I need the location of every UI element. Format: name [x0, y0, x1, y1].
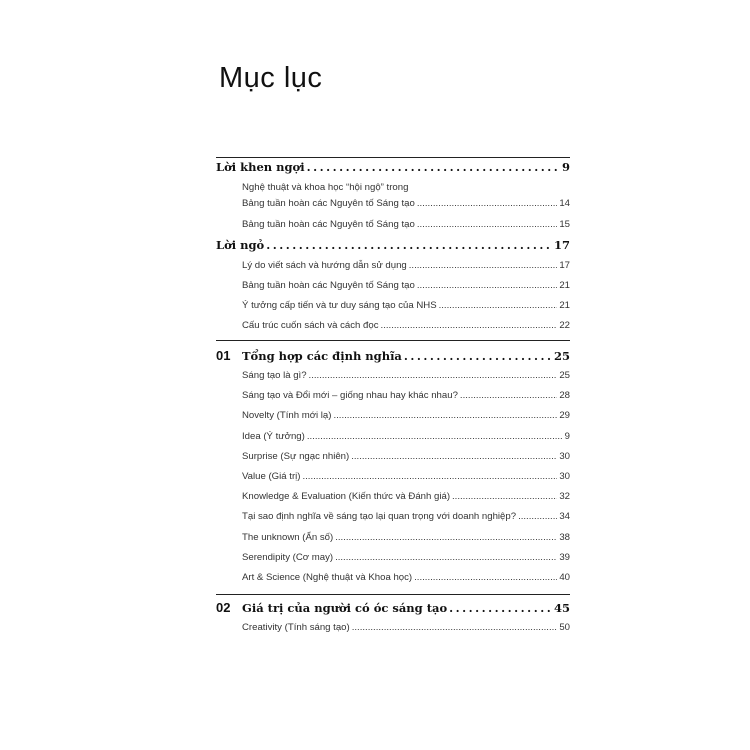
dot-leader — [518, 511, 557, 522]
dot-leader — [417, 280, 558, 291]
toc-entry[interactable]: Lý do viết sách và hướng dẫn sử dụng ..... 17 — [242, 260, 570, 271]
toc-entry[interactable]: The unknown (Ẩn số) ..... 38 — [242, 532, 570, 543]
dot-leader — [449, 601, 552, 615]
dot-leader — [439, 300, 558, 311]
toc-entry[interactable]: Value (Giá trị) ..... 30 — [242, 471, 570, 482]
toc-entry[interactable]: Bảng tuần hoàn các Nguyên tố Sáng tạo ..... 21 — [242, 280, 570, 291]
divider — [216, 594, 570, 595]
dot-leader — [409, 260, 558, 271]
toc-entry[interactable]: Sáng tạo là gì? ..... 25 — [242, 370, 570, 381]
toc-entry[interactable]: Novelty (Tính mới lạ) ..... 29 — [242, 410, 570, 421]
toc-entry[interactable]: Tại sao định nghĩa về sáng tạo lại quan trọng với doanh nghiệp? ..... 34 — [242, 511, 570, 522]
dot-leader — [307, 160, 560, 174]
divider — [216, 157, 570, 158]
dot-leader — [381, 320, 558, 331]
dot-leader — [404, 349, 552, 363]
toc-entry[interactable]: Art & Science (Nghệ thuật và Khoa học) ..... 40 — [242, 572, 570, 583]
toc-entry[interactable]: Idea (Ý tưởng) ..... 9 — [242, 431, 570, 442]
toc-entry[interactable]: Knowledge & Evaluation (Kiến thức và Đánh giá) ..... 32 — [242, 491, 570, 502]
dot-leader — [307, 431, 563, 442]
page-title: Mục lục — [219, 62, 323, 94]
toc-entry[interactable]: Bảng tuần hoàn các Nguyên tố Sáng tạo ..... 14 — [242, 198, 570, 209]
dot-leader — [352, 622, 558, 633]
toc-entry-loi-khen-ngoi[interactable]: Lời khen ngợi ..... 9 — [216, 160, 570, 174]
toc-entry[interactable]: Ý tưởng cấp tiến và tư duy sáng tạo của NHS ..... 21 — [242, 300, 570, 311]
dot-leader — [452, 491, 557, 502]
toc-entry-loi-ngo[interactable]: Lời ngỏ ..... 17 — [216, 238, 570, 252]
dot-leader — [351, 451, 557, 462]
dot-leader — [266, 238, 552, 252]
toc-entry-line: Nghệ thuật và khoa học “hội ngộ” trong — [242, 182, 409, 193]
toc-entry[interactable]: Bảng tuần hoàn các Nguyên tố Sáng tạo ..... 15 — [242, 219, 570, 230]
dot-leader — [414, 572, 557, 583]
chapter-heading[interactable]: 01 Tổng hợp các định nghĩa ..... 25 — [216, 348, 570, 363]
dot-leader — [302, 471, 557, 482]
toc-entry[interactable]: Cấu trúc cuốn sách và cách đọc ..... 22 — [242, 320, 570, 331]
dot-leader — [309, 370, 558, 381]
dot-leader — [460, 390, 557, 401]
dot-leader — [335, 552, 557, 563]
toc-entry[interactable]: Creativity (Tính sáng tạo) ..... 50 — [242, 622, 570, 633]
chapter-heading[interactable]: 02 Giá trị của người có óc sáng tạo ..... 45 — [216, 600, 570, 615]
toc-entry[interactable]: Serendipity (Cơ may) ..... 39 — [242, 552, 570, 563]
dot-leader — [333, 410, 557, 421]
dot-leader — [417, 219, 558, 230]
toc-entry[interactable]: Surprise (Sự ngạc nhiên) ..... 30 — [242, 451, 570, 462]
dot-leader — [417, 198, 558, 209]
toc-entry[interactable]: Sáng tạo và Đổi mới – giống nhau hay khác nhau? ..... 28 — [242, 390, 570, 401]
divider — [216, 340, 570, 341]
dot-leader — [335, 532, 557, 543]
